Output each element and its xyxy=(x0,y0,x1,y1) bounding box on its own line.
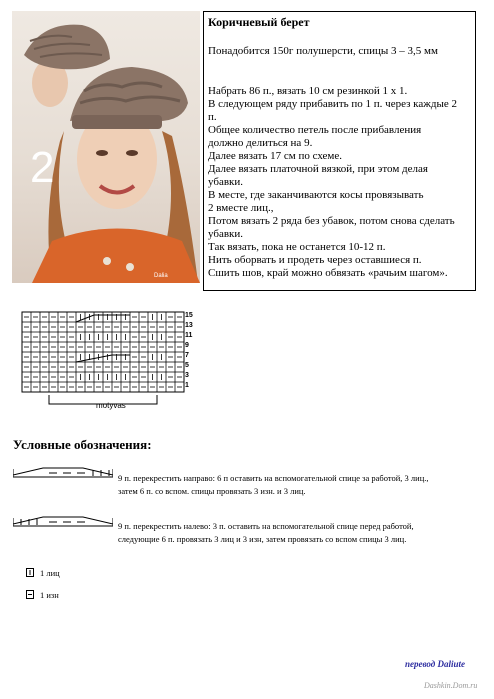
chart-row-number: 9 xyxy=(185,342,189,349)
chart-row-number: 3 xyxy=(185,372,189,379)
cross-left-text: 9 п. перекрестить налево: 3 п. оставить на вспомогательной спице перед работой, xyxy=(118,521,414,531)
motif-label: motyvas xyxy=(96,401,126,410)
instruction-line: убавки. xyxy=(208,176,244,188)
instruction-line: В следующем ряду прибавить по 1 п. через каждые 2 xyxy=(208,98,457,110)
instruction-line: Далее вязать платочной вязкой, при этом делая xyxy=(208,163,428,175)
legend-heading: Условные обозначения: xyxy=(13,437,152,452)
purl-stitch-label: 1 изн xyxy=(40,590,59,600)
cross-left-text: следующие 6 п. провязать 3 лиц и 3 изн, затем провязать со вспом спицы 3 лиц. xyxy=(118,534,407,544)
photo-number: 2 xyxy=(30,143,55,192)
chart-row-number: 11 xyxy=(185,332,193,339)
cross-left-symbol xyxy=(13,514,113,530)
chart-row-number: 7 xyxy=(185,352,189,359)
knit-stitch-label: 1 лиц xyxy=(40,568,60,578)
chart-row-number: 13 xyxy=(185,322,193,329)
instruction-line: должно делиться на 9. xyxy=(208,137,313,149)
photo-tag: Dalia xyxy=(154,273,168,279)
chart-row-number: 1 xyxy=(185,382,189,389)
chart-row-number: 15 xyxy=(185,312,193,319)
instruction-line: Сшить шов, край можно обвязать «рачьим шагом». xyxy=(208,267,448,279)
instruction-line: Потом вязать 2 ряда без убавок, потом снова сделать xyxy=(208,215,455,227)
pattern-title: Коричневый берет xyxy=(208,15,310,29)
cross-right-text: затем 6 п. со вспом. спицы провязать 3 изн. и 3 лиц. xyxy=(118,486,306,496)
instruction-line: 2 вместе лиц., xyxy=(208,202,274,214)
chart-row-number: 5 xyxy=(185,362,189,369)
knit-stitch-symbol xyxy=(26,568,34,577)
instruction-line: Набрать 86 п., вязать 10 см резинкой 1 х 1. xyxy=(208,85,408,97)
instruction-line: Далее вязать 17 см по схеме. xyxy=(208,150,343,162)
materials-line: Понадобится 150г полушерсти, спицы 3 – 3,5 мм xyxy=(208,45,438,57)
instruction-line: Нить оборвать и продеть через оставшиеся п. xyxy=(208,254,422,266)
instruction-line: В месте, где заканчиваются косы провязывать xyxy=(208,189,424,201)
purl-stitch-symbol xyxy=(26,590,34,599)
site-watermark: Dashkin.Dom.ru xyxy=(424,681,478,690)
instruction-line: Так вязать, пока не останется 10-12 п. xyxy=(208,241,386,253)
instruction-line: Общее количество петель после прибавления xyxy=(208,124,422,136)
beret-photo xyxy=(12,11,200,283)
instruction-line: убавки. xyxy=(208,228,244,240)
translation-credit: перевод Daliute xyxy=(405,659,465,669)
cross-right-text: 9 п. перекрестить направо: 6 п оставить на вспомогательной спице за работой, 3 лиц., xyxy=(118,473,429,483)
instruction-line: п. xyxy=(208,111,217,123)
knitting-chart xyxy=(20,309,200,419)
cross-right-symbol xyxy=(13,465,113,481)
